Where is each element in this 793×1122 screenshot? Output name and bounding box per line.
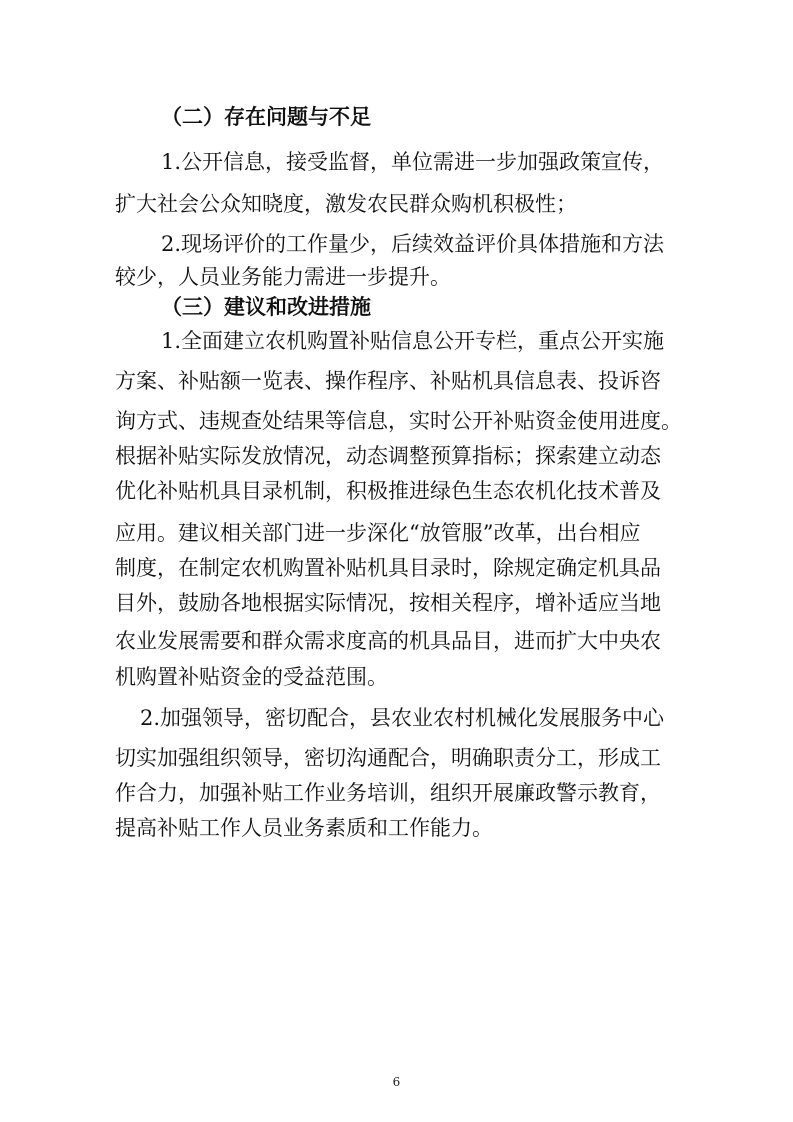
paragraph-line: 扩大社会公众知晓度，激发农民群众购机积极性；: [115, 192, 577, 216]
section-heading-problems: （二）存在问题与不足: [161, 104, 371, 129]
paragraph-line: 询方式、违规查处结果等信息，实时公开补贴资金使用进度。: [115, 409, 682, 433]
paragraph-line: 制度，在制定农机购置补贴机具目录时，除规定确定机具品: [115, 556, 661, 580]
paragraph-line: 提高补贴工作人员业务素质和工作能力。: [115, 816, 493, 840]
paragraph-line: 机购置补贴资金的受益范围。: [115, 665, 388, 689]
paragraph-line: 农业发展需要和群众需求度高的机具品目，进而扩大中央农: [115, 629, 661, 653]
paragraph-line: 方案、补贴额一览表、操作程序、补贴机具信息表、投诉咨: [115, 369, 661, 393]
paragraph-line: 2.加强领导，密切配合，县农业农村机械化发展服务中心: [140, 706, 665, 730]
paragraph-line: 切实加强组织领导，密切沟通配合，明确职责分工，形成工: [115, 746, 661, 770]
paragraph-line: 2.现场评价的工作量少，后续效益评价具体措施和方法: [161, 232, 665, 256]
paragraph-line: 应用。建议相关部门进一步深化“放管服”改革，出台相应: [115, 521, 641, 545]
paragraph-line: 1.公开信息，接受监督，单位需进一步加强政策宣传，: [161, 150, 665, 174]
paragraph-line: 根据补贴实际发放情况，动态调整预算指标；探索建立动态: [115, 444, 661, 468]
page-number: 6: [392, 1075, 401, 1089]
paragraph-line: 优化补贴机具目录机制，积极推进绿色生态农机化技术普及: [115, 479, 661, 503]
paragraph-line: 目外，鼓励各地根据实际情况，按相关程序，增补适应当地: [115, 591, 661, 615]
section-heading-suggestions: （三）建议和改进措施: [161, 294, 371, 319]
paragraph-line: 1.全面建立农机购置补贴信息公开专栏，重点公开实施: [161, 329, 665, 353]
paragraph-line: 较少，人员业务能力需进一步提升。: [115, 265, 451, 289]
paragraph-line: 作合力，加强补贴工作业务培训，组织开展廉政警示教育，: [115, 781, 661, 805]
